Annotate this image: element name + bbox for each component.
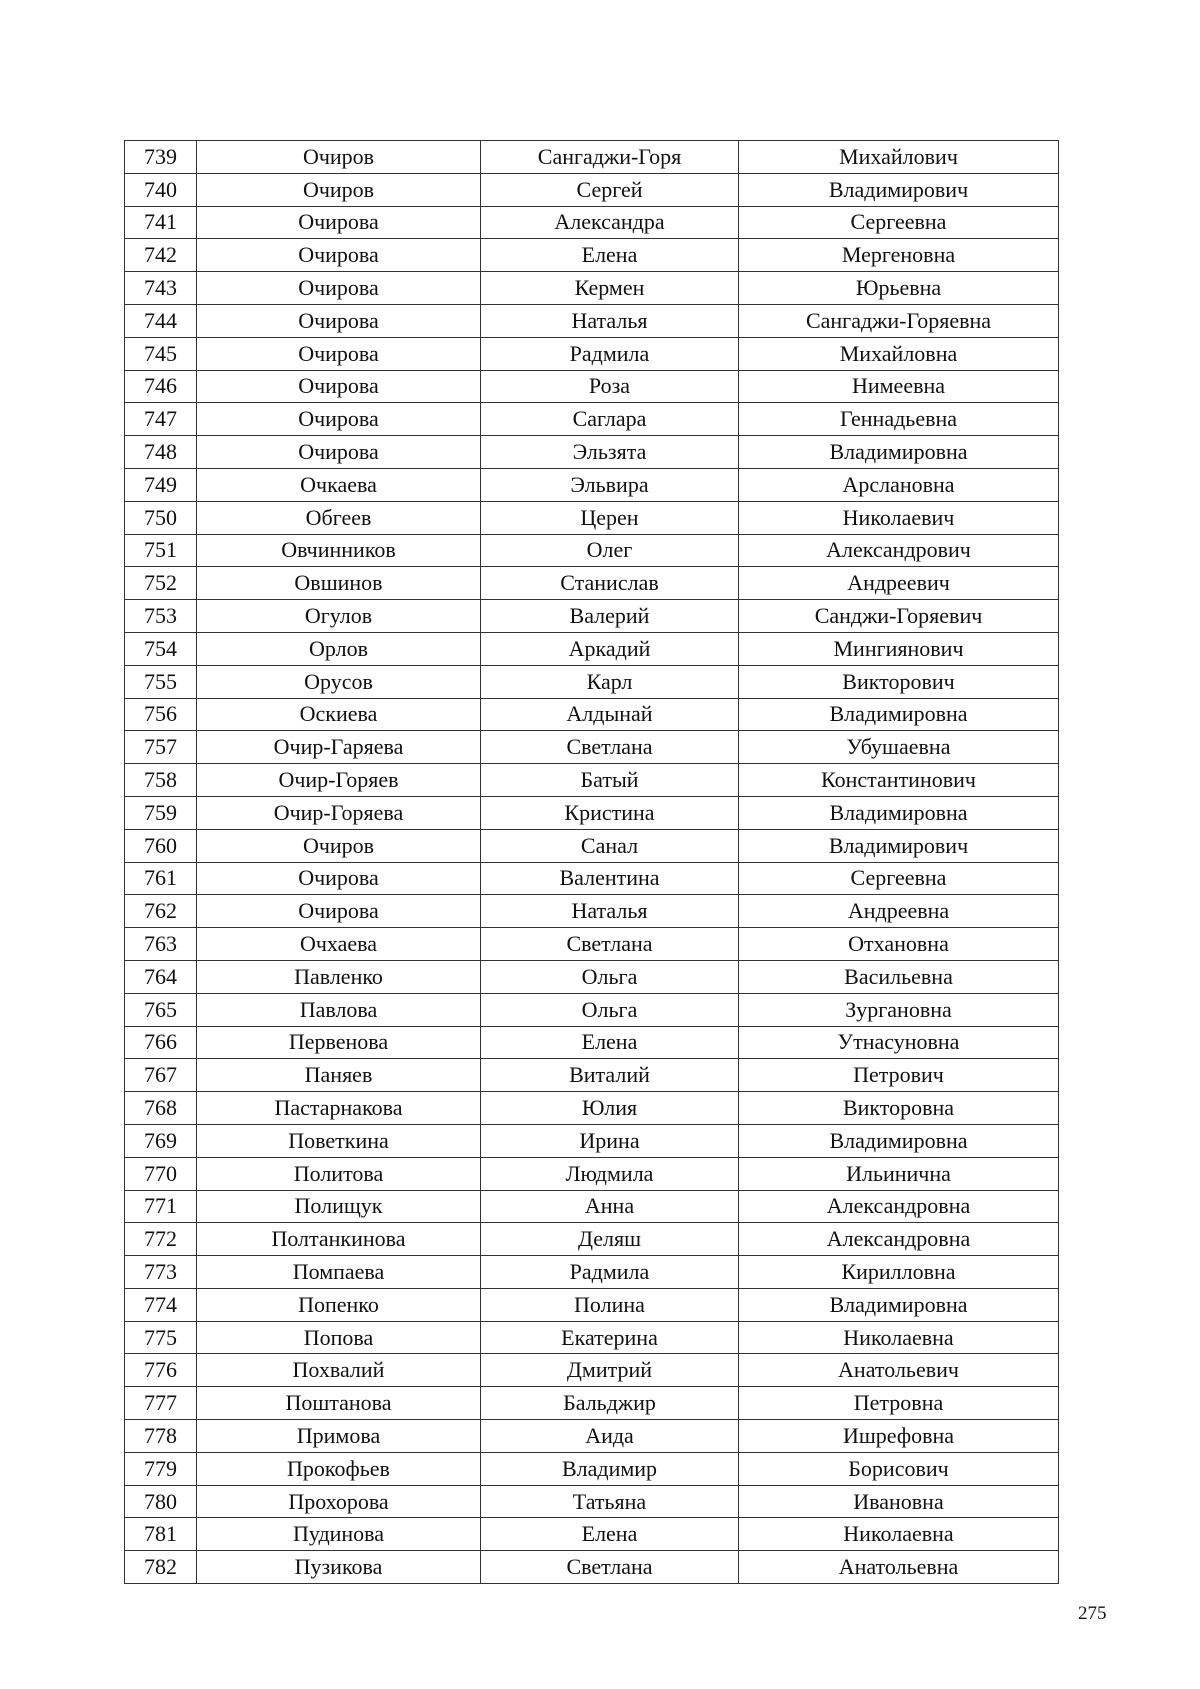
- patronymic-cell: Арслановна: [739, 468, 1059, 501]
- row-number-cell: 740: [125, 173, 197, 206]
- row-number-cell: 760: [125, 829, 197, 862]
- last-name-cell: Очирова: [197, 895, 481, 928]
- patronymic-cell: Сергеевна: [739, 206, 1059, 239]
- first-name-cell: Юлия: [481, 1092, 739, 1125]
- patronymic-cell: Владимирович: [739, 829, 1059, 862]
- patronymic-cell: Отхановна: [739, 928, 1059, 961]
- last-name-cell: Полищук: [197, 1190, 481, 1223]
- table-row: [125, 960, 1059, 993]
- table-row: [125, 1354, 1059, 1387]
- first-name-cell: Олег: [481, 534, 739, 567]
- row-number-cell: 765: [125, 993, 197, 1026]
- row-number-cell: 753: [125, 600, 197, 633]
- table-row: [125, 370, 1059, 403]
- row-number-cell: 780: [125, 1485, 197, 1518]
- last-name-cell: Очир-Горяева: [197, 796, 481, 829]
- table-row: [125, 1059, 1059, 1092]
- patronymic-cell: Анатольевич: [739, 1354, 1059, 1387]
- last-name-cell: Очирова: [197, 862, 481, 895]
- patronymic-cell: Геннадьевна: [739, 403, 1059, 436]
- patronymic-cell: Убушаевна: [739, 731, 1059, 764]
- first-name-cell: Елена: [481, 1518, 739, 1551]
- first-name-cell: Анна: [481, 1190, 739, 1223]
- row-number-cell: 781: [125, 1518, 197, 1551]
- last-name-cell: Очирова: [197, 239, 481, 272]
- patronymic-cell: Константинович: [739, 764, 1059, 797]
- row-number-cell: 778: [125, 1420, 197, 1453]
- first-name-cell: Кермен: [481, 272, 739, 305]
- patronymic-cell: Владимировна: [739, 796, 1059, 829]
- row-number-cell: 761: [125, 862, 197, 895]
- patronymic-cell: Утнасуновна: [739, 1026, 1059, 1059]
- row-number-cell: 779: [125, 1452, 197, 1485]
- patronymic-cell: Владимировна: [739, 1124, 1059, 1157]
- patronymic-cell: Александровна: [739, 1190, 1059, 1223]
- row-number-cell: 774: [125, 1288, 197, 1321]
- row-number-cell: 767: [125, 1059, 197, 1092]
- last-name-cell: Прохорова: [197, 1485, 481, 1518]
- table-row: [125, 1190, 1059, 1223]
- last-name-cell: Очирова: [197, 370, 481, 403]
- row-number-cell: 755: [125, 665, 197, 698]
- table-row: [125, 632, 1059, 665]
- first-name-cell: Кристина: [481, 796, 739, 829]
- last-name-cell: Очирова: [197, 304, 481, 337]
- table-row: [125, 534, 1059, 567]
- patronymic-cell: Владимировна: [739, 698, 1059, 731]
- table-row: [125, 337, 1059, 370]
- table-row: [125, 895, 1059, 928]
- first-name-cell: Наталья: [481, 895, 739, 928]
- patronymic-cell: Николаевна: [739, 1321, 1059, 1354]
- first-name-cell: Алдынай: [481, 698, 739, 731]
- first-name-cell: Светлана: [481, 731, 739, 764]
- table-row: [125, 1452, 1059, 1485]
- row-number-cell: 768: [125, 1092, 197, 1125]
- table-row: [125, 1092, 1059, 1125]
- table-row: [125, 501, 1059, 534]
- first-name-cell: Сангаджи-Горя: [481, 141, 739, 174]
- row-number-cell: 763: [125, 928, 197, 961]
- first-name-cell: Полина: [481, 1288, 739, 1321]
- last-name-cell: Обгеев: [197, 501, 481, 534]
- row-number-cell: 757: [125, 731, 197, 764]
- first-name-cell: Александра: [481, 206, 739, 239]
- row-number-cell: 748: [125, 436, 197, 469]
- last-name-cell: Огулов: [197, 600, 481, 633]
- last-name-cell: Первенова: [197, 1026, 481, 1059]
- row-number-cell: 743: [125, 272, 197, 305]
- row-number-cell: 741: [125, 206, 197, 239]
- last-name-cell: Паняев: [197, 1059, 481, 1092]
- first-name-cell: Карл: [481, 665, 739, 698]
- table-row: [125, 468, 1059, 501]
- table-row: [125, 272, 1059, 305]
- row-number-cell: 747: [125, 403, 197, 436]
- patronymic-cell: Анатольевна: [739, 1551, 1059, 1584]
- first-name-cell: Дмитрий: [481, 1354, 739, 1387]
- first-name-cell: Светлана: [481, 1551, 739, 1584]
- first-name-cell: Церен: [481, 501, 739, 534]
- patronymic-cell: Викторовна: [739, 1092, 1059, 1125]
- table-row: [125, 1256, 1059, 1289]
- patronymic-cell: Андреевна: [739, 895, 1059, 928]
- patronymic-cell: Кирилловна: [739, 1256, 1059, 1289]
- last-name-cell: Прокофьев: [197, 1452, 481, 1485]
- table-row: [125, 239, 1059, 272]
- last-name-cell: Орлов: [197, 632, 481, 665]
- table-row: [125, 731, 1059, 764]
- row-number-cell: 782: [125, 1551, 197, 1584]
- row-number-cell: 751: [125, 534, 197, 567]
- first-name-cell: Роза: [481, 370, 739, 403]
- table-row: [125, 304, 1059, 337]
- last-name-cell: Попенко: [197, 1288, 481, 1321]
- first-name-cell: Виталий: [481, 1059, 739, 1092]
- last-name-cell: Помпаева: [197, 1256, 481, 1289]
- row-number-cell: 775: [125, 1321, 197, 1354]
- last-name-cell: Павленко: [197, 960, 481, 993]
- patronymic-cell: Мингиянович: [739, 632, 1059, 665]
- row-number-cell: 773: [125, 1256, 197, 1289]
- patronymic-cell: Владимировна: [739, 1288, 1059, 1321]
- patronymic-cell: Николаевич: [739, 501, 1059, 534]
- first-name-cell: Радмила: [481, 337, 739, 370]
- patronymic-cell: Васильевна: [739, 960, 1059, 993]
- first-name-cell: Батый: [481, 764, 739, 797]
- table-row: [125, 764, 1059, 797]
- table-row: [125, 206, 1059, 239]
- first-name-cell: Эльвира: [481, 468, 739, 501]
- patronymic-cell: Александровна: [739, 1223, 1059, 1256]
- last-name-cell: Очиров: [197, 173, 481, 206]
- row-number-cell: 764: [125, 960, 197, 993]
- row-number-cell: 739: [125, 141, 197, 174]
- first-name-cell: Аркадий: [481, 632, 739, 665]
- patronymic-cell: Борисович: [739, 1452, 1059, 1485]
- table-row: [125, 600, 1059, 633]
- row-number-cell: 749: [125, 468, 197, 501]
- row-number-cell: 759: [125, 796, 197, 829]
- table-row: [125, 796, 1059, 829]
- first-name-cell: Татьяна: [481, 1485, 739, 1518]
- table-row: [125, 665, 1059, 698]
- roster-table-body: [125, 141, 1059, 1584]
- last-name-cell: Очирова: [197, 206, 481, 239]
- last-name-cell: Полтанкинова: [197, 1223, 481, 1256]
- row-number-cell: 776: [125, 1354, 197, 1387]
- patronymic-cell: Нимеевна: [739, 370, 1059, 403]
- patronymic-cell: Юрьевна: [739, 272, 1059, 305]
- row-number-cell: 762: [125, 895, 197, 928]
- first-name-cell: Бальджир: [481, 1387, 739, 1420]
- table-row: [125, 928, 1059, 961]
- first-name-cell: Деляш: [481, 1223, 739, 1256]
- row-number-cell: 745: [125, 337, 197, 370]
- table-row: [125, 1420, 1059, 1453]
- patronymic-cell: Владимировна: [739, 436, 1059, 469]
- last-name-cell: Павлова: [197, 993, 481, 1026]
- table-row: [125, 993, 1059, 1026]
- last-name-cell: Похвалий: [197, 1354, 481, 1387]
- first-name-cell: Валерий: [481, 600, 739, 633]
- first-name-cell: Светлана: [481, 928, 739, 961]
- row-number-cell: 771: [125, 1190, 197, 1223]
- patronymic-cell: Мергеновна: [739, 239, 1059, 272]
- first-name-cell: Саглара: [481, 403, 739, 436]
- last-name-cell: Очиров: [197, 829, 481, 862]
- last-name-cell: Очирова: [197, 403, 481, 436]
- first-name-cell: Ольга: [481, 960, 739, 993]
- first-name-cell: Екатерина: [481, 1321, 739, 1354]
- table-row: [125, 567, 1059, 600]
- last-name-cell: Очхаева: [197, 928, 481, 961]
- table-row: [125, 1288, 1059, 1321]
- roster-table: [124, 140, 1059, 1584]
- last-name-cell: Очир-Горяев: [197, 764, 481, 797]
- table-row: [125, 1387, 1059, 1420]
- table-row: [125, 1124, 1059, 1157]
- row-number-cell: 752: [125, 567, 197, 600]
- first-name-cell: Елена: [481, 1026, 739, 1059]
- patronymic-cell: Андреевич: [739, 567, 1059, 600]
- last-name-cell: Пудинова: [197, 1518, 481, 1551]
- last-name-cell: Пузикова: [197, 1551, 481, 1584]
- row-number-cell: 746: [125, 370, 197, 403]
- last-name-cell: Овшинов: [197, 567, 481, 600]
- first-name-cell: Санал: [481, 829, 739, 862]
- row-number-cell: 750: [125, 501, 197, 534]
- patronymic-cell: Санджи-Горяевич: [739, 600, 1059, 633]
- table-row: [125, 1026, 1059, 1059]
- table-row: [125, 1518, 1059, 1551]
- table-row: [125, 829, 1059, 862]
- last-name-cell: Политова: [197, 1157, 481, 1190]
- patronymic-cell: Викторович: [739, 665, 1059, 698]
- patronymic-cell: Ишрефовна: [739, 1420, 1059, 1453]
- table-row: [125, 862, 1059, 895]
- last-name-cell: Очиров: [197, 141, 481, 174]
- last-name-cell: Попова: [197, 1321, 481, 1354]
- first-name-cell: Станислав: [481, 567, 739, 600]
- last-name-cell: Очирова: [197, 436, 481, 469]
- table-row: [125, 436, 1059, 469]
- page-number: 275: [1078, 1603, 1107, 1624]
- first-name-cell: Сергей: [481, 173, 739, 206]
- row-number-cell: 770: [125, 1157, 197, 1190]
- patronymic-cell: Михайлович: [739, 141, 1059, 174]
- row-number-cell: 766: [125, 1026, 197, 1059]
- table-row: [125, 1223, 1059, 1256]
- patronymic-cell: Михайловна: [739, 337, 1059, 370]
- patronymic-cell: Сергеевна: [739, 862, 1059, 895]
- patronymic-cell: Ильинична: [739, 1157, 1059, 1190]
- first-name-cell: Аида: [481, 1420, 739, 1453]
- first-name-cell: Наталья: [481, 304, 739, 337]
- row-number-cell: 777: [125, 1387, 197, 1420]
- row-number-cell: 742: [125, 239, 197, 272]
- patronymic-cell: Александрович: [739, 534, 1059, 567]
- first-name-cell: Людмила: [481, 1157, 739, 1190]
- last-name-cell: Поветкина: [197, 1124, 481, 1157]
- table-row: [125, 698, 1059, 731]
- patronymic-cell: Петрович: [739, 1059, 1059, 1092]
- last-name-cell: Поштанова: [197, 1387, 481, 1420]
- patronymic-cell: Зургановна: [739, 993, 1059, 1026]
- table-row: [125, 1485, 1059, 1518]
- last-name-cell: Примова: [197, 1420, 481, 1453]
- table-row: [125, 1321, 1059, 1354]
- first-name-cell: Радмила: [481, 1256, 739, 1289]
- first-name-cell: Ольга: [481, 993, 739, 1026]
- first-name-cell: Валентина: [481, 862, 739, 895]
- patronymic-cell: Петровна: [739, 1387, 1059, 1420]
- patronymic-cell: Сангаджи-Горяевна: [739, 304, 1059, 337]
- last-name-cell: Оскиева: [197, 698, 481, 731]
- last-name-cell: Очкаева: [197, 468, 481, 501]
- patronymic-cell: Ивановна: [739, 1485, 1059, 1518]
- row-number-cell: 744: [125, 304, 197, 337]
- row-number-cell: 769: [125, 1124, 197, 1157]
- last-name-cell: Пастарнакова: [197, 1092, 481, 1125]
- table-row: [125, 141, 1059, 174]
- first-name-cell: Владимир: [481, 1452, 739, 1485]
- patronymic-cell: Николаевна: [739, 1518, 1059, 1551]
- first-name-cell: Ирина: [481, 1124, 739, 1157]
- row-number-cell: 754: [125, 632, 197, 665]
- last-name-cell: Очирова: [197, 337, 481, 370]
- table-row: [125, 173, 1059, 206]
- row-number-cell: 758: [125, 764, 197, 797]
- last-name-cell: Орусов: [197, 665, 481, 698]
- table-row: [125, 403, 1059, 436]
- row-number-cell: 756: [125, 698, 197, 731]
- table-row: [125, 1551, 1059, 1584]
- table-row: [125, 1157, 1059, 1190]
- patronymic-cell: Владимирович: [739, 173, 1059, 206]
- row-number-cell: 772: [125, 1223, 197, 1256]
- first-name-cell: Елена: [481, 239, 739, 272]
- last-name-cell: Очир-Гаряева: [197, 731, 481, 764]
- last-name-cell: Очирова: [197, 272, 481, 305]
- last-name-cell: Овчинников: [197, 534, 481, 567]
- first-name-cell: Эльзята: [481, 436, 739, 469]
